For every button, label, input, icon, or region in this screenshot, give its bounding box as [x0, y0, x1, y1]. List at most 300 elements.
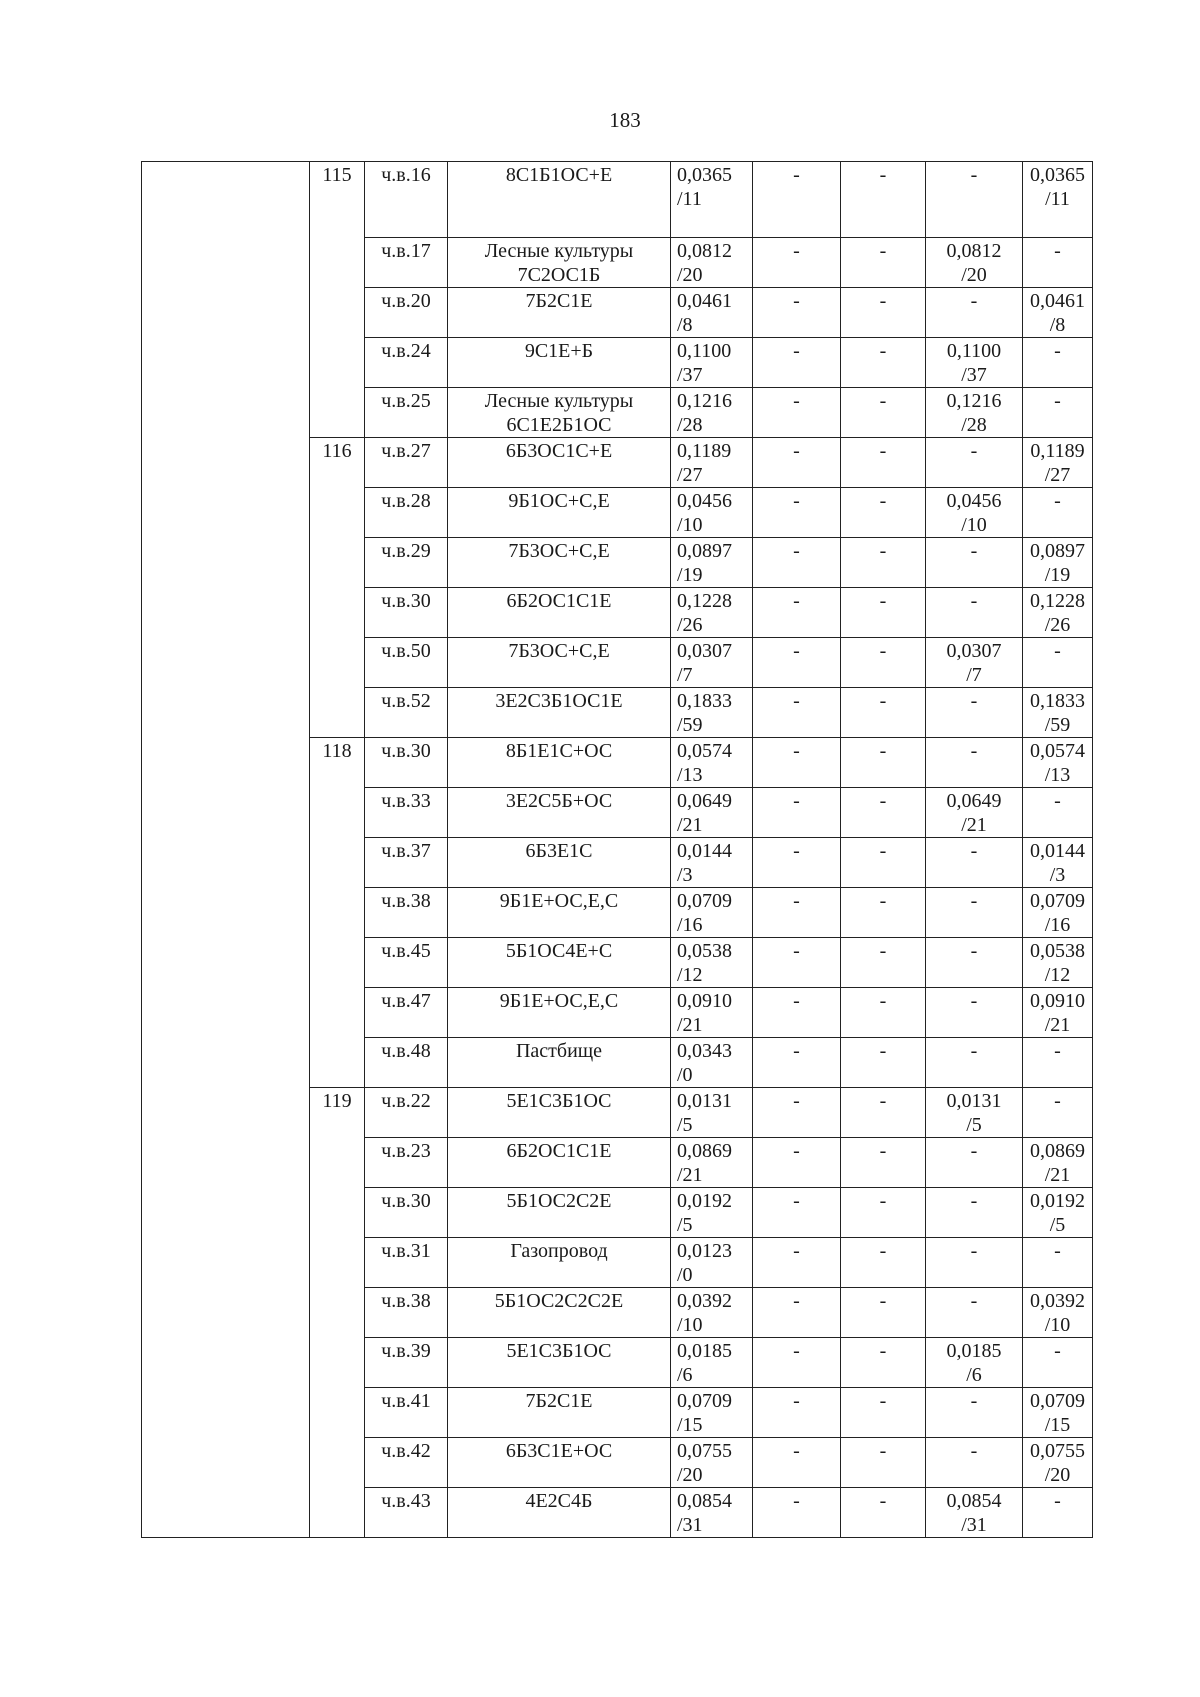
composition-cell: 7Б2С1Е — [448, 1388, 671, 1438]
composition-cell: 5Е1С3Б1ОС — [448, 1338, 671, 1388]
column-1-cell-dash: - — [793, 490, 800, 512]
column-1-cell — [753, 1188, 841, 1238]
total-area-cell — [671, 1338, 753, 1388]
column-4-cell-line: 0,0574 — [1030, 740, 1085, 762]
column-2-cell — [841, 338, 926, 388]
column-1-cell — [753, 288, 841, 338]
plot-id-cell: ч.в.41 — [365, 1388, 448, 1438]
plot-id-cell: ч.в.48 — [365, 1038, 448, 1088]
column-4-cell-dash: - — [1054, 1090, 1061, 1112]
column-2-cell — [841, 162, 926, 238]
composition-cell: 6Б3Е1С — [448, 838, 671, 888]
column-4-cell-line: 0,1228 — [1030, 590, 1085, 612]
column-1-cell-dash: - — [793, 164, 800, 186]
column-4-cell-line: 0,1833 — [1030, 690, 1085, 712]
column-4-cell-line: 0,0392 — [1030, 1290, 1085, 1312]
column-2-cell-dash: - — [879, 790, 887, 812]
column-2-cell — [841, 588, 926, 638]
plot-id-cell: ч.в.33 — [365, 788, 448, 838]
column-4-cell-line: /8 — [1049, 314, 1066, 336]
column-2-cell — [841, 1338, 926, 1388]
total-area-cell — [671, 838, 753, 888]
column-4-cell-line: 0,0709 — [1030, 1390, 1085, 1412]
plot-id-cell: ч.в.47 — [365, 988, 448, 1038]
column-4-cell — [1023, 538, 1093, 588]
column-3-cell-line: /5 — [966, 1114, 982, 1136]
column-1-cell — [753, 1488, 841, 1538]
column-3-cell — [926, 788, 1023, 838]
plot-id-cell: ч.в.38 — [365, 1288, 448, 1338]
quarter-number-cell: 116 — [310, 438, 365, 738]
column-4-cell-line: /15 — [1044, 1414, 1071, 1436]
column-1-cell-dash: - — [793, 1140, 800, 1162]
column-3-cell-dash: - — [970, 940, 978, 962]
plot-id-cell: ч.в.28 — [365, 488, 448, 538]
column-3-cell-dash: - — [970, 990, 978, 1012]
composition-cell: Пастбище — [448, 1038, 671, 1088]
column-3-cell — [926, 438, 1023, 488]
total-area-cell-line: 0,1216 — [677, 390, 732, 412]
column-4-cell — [1023, 1288, 1093, 1338]
composition-cell: 9Б1Е+ОС,Е,С — [448, 888, 671, 938]
total-area-cell-line: /28 — [677, 414, 703, 436]
table-body — [142, 162, 1093, 1538]
total-area-cell — [671, 938, 753, 988]
total-area-cell-line: 0,0854 — [677, 1490, 732, 1512]
column-2-cell — [841, 538, 926, 588]
column-3-cell-line: /31 — [961, 1514, 987, 1536]
total-area-cell — [671, 738, 753, 788]
column-1-cell-dash: - — [793, 690, 800, 712]
column-3-cell — [926, 738, 1023, 788]
column-2-cell — [841, 1038, 926, 1088]
total-area-cell-line: /15 — [677, 1414, 703, 1436]
total-area-cell-line: 0,0392 — [677, 1290, 732, 1312]
composition-cell: 8С1Б1ОС+Е — [448, 162, 671, 238]
column-3-cell-dash: - — [970, 1140, 978, 1162]
column-3-cell-line: /28 — [961, 414, 987, 436]
column-3-cell-dash: - — [970, 1240, 978, 1262]
column-4-cell-line: /13 — [1044, 764, 1071, 786]
total-area-cell-line: /5 — [677, 1114, 693, 1136]
column-1-cell — [753, 588, 841, 638]
column-2-cell-dash: - — [879, 340, 887, 362]
total-area-cell — [671, 388, 753, 438]
total-area-cell-line: 0,0812 — [677, 240, 732, 262]
column-1-cell — [753, 638, 841, 688]
plot-id-cell: ч.в.31 — [365, 1238, 448, 1288]
column-4-cell-line: 0,0910 — [1030, 990, 1085, 1012]
column-3-cell — [926, 888, 1023, 938]
total-area-cell-line: /20 — [677, 1464, 703, 1486]
column-2-cell — [841, 938, 926, 988]
composition-cell: Лесные культуры 7С2ОС1Б — [448, 238, 671, 288]
column-4-cell-line: /19 — [1044, 564, 1071, 586]
total-area-cell-line: /19 — [677, 564, 703, 586]
column-1-cell-dash: - — [793, 990, 800, 1012]
total-area-cell — [671, 538, 753, 588]
column-2-cell-dash: - — [879, 1090, 887, 1112]
column-4-cell-line: /59 — [1044, 714, 1071, 736]
column-4-cell — [1023, 938, 1093, 988]
column-2-cell-dash: - — [879, 590, 887, 612]
total-area-cell-line: 0,0649 — [677, 790, 732, 812]
total-area-cell-line: /37 — [677, 364, 703, 386]
column-4-cell-line: /20 — [1044, 1464, 1071, 1486]
column-2-cell-dash: - — [879, 540, 887, 562]
column-1-cell — [753, 488, 841, 538]
column-3-cell — [926, 1438, 1023, 1488]
column-1-cell — [753, 1288, 841, 1338]
column-3-cell-dash: - — [970, 890, 978, 912]
column-2-cell — [841, 688, 926, 738]
column-4-cell — [1023, 1188, 1093, 1238]
column-1-cell-dash: - — [793, 790, 800, 812]
column-2-cell-dash: - — [879, 690, 887, 712]
column-1-cell — [753, 238, 841, 288]
quarter-number-cell: 118 — [310, 738, 365, 1088]
column-2-cell-dash: - — [879, 390, 887, 412]
column-1-cell-dash: - — [793, 1440, 800, 1462]
composition-cell: 4Е2С4Б — [448, 1488, 671, 1538]
column-3-cell-line: /6 — [966, 1364, 982, 1386]
column-4-cell-line: /11 — [1045, 188, 1070, 210]
forest-plot-table — [141, 161, 1093, 1538]
column-3-cell-line: 0,1216 — [946, 390, 1002, 412]
column-3-cell — [926, 1138, 1023, 1188]
total-area-cell — [671, 988, 753, 1038]
column-4-cell-line: 0,0365 — [1030, 164, 1085, 186]
plot-id-cell: ч.в.50 — [365, 638, 448, 688]
column-4-cell-line: 0,0755 — [1030, 1440, 1085, 1462]
column-1-cell — [753, 788, 841, 838]
plot-id-cell: ч.в.52 — [365, 688, 448, 738]
page-number: 183 — [609, 108, 641, 132]
composition-cell: 6Б2ОС1С1Е — [448, 1138, 671, 1188]
column-1-cell — [753, 1038, 841, 1088]
plot-id-cell: ч.в.30 — [365, 588, 448, 638]
total-area-cell-line: /10 — [677, 514, 703, 536]
total-area-cell — [671, 488, 753, 538]
total-area-cell-line: 0,0755 — [677, 1440, 732, 1462]
column-1-cell-dash: - — [793, 1490, 800, 1512]
column-1-cell — [753, 388, 841, 438]
column-3-cell-line: 0,0131 — [946, 1090, 1002, 1112]
column-2-cell — [841, 888, 926, 938]
column-3-cell — [926, 638, 1023, 688]
column-1-cell-dash: - — [793, 540, 800, 562]
column-2-cell — [841, 488, 926, 538]
total-area-cell — [671, 338, 753, 388]
column-4-cell — [1023, 1338, 1093, 1388]
total-area-cell — [671, 1188, 753, 1238]
blank-left-column — [142, 162, 310, 1538]
column-3-cell-dash: - — [970, 1040, 978, 1062]
composition-cell: 5Б1ОС2С2С2Е — [448, 1288, 671, 1338]
plot-id-cell: ч.в.27 — [365, 438, 448, 488]
plot-id-cell: ч.в.39 — [365, 1338, 448, 1388]
total-area-cell-line: 0,0574 — [677, 740, 732, 762]
column-2-cell-dash: - — [879, 440, 887, 462]
composition-cell: 9С1Е+Б — [448, 338, 671, 388]
column-3-cell — [926, 538, 1023, 588]
total-area-cell-line: /21 — [677, 1164, 703, 1186]
column-2-cell-dash: - — [879, 240, 887, 262]
column-3-cell — [926, 1338, 1023, 1388]
column-4-cell — [1023, 888, 1093, 938]
column-2-cell — [841, 388, 926, 438]
column-1-cell — [753, 338, 841, 388]
composition-cell: 7Б3ОС+С,Е — [448, 538, 671, 588]
column-1-cell-dash: - — [793, 290, 800, 312]
total-area-cell-line: /31 — [677, 1514, 703, 1536]
column-3-cell-dash: - — [970, 1390, 978, 1412]
column-2-cell-dash: - — [879, 890, 887, 912]
column-2-cell — [841, 1138, 926, 1188]
column-1-cell-dash: - — [793, 840, 800, 862]
column-1-cell-dash: - — [793, 940, 800, 962]
column-3-cell — [926, 1488, 1023, 1538]
total-area-cell — [671, 688, 753, 738]
plot-id-cell: ч.в.38 — [365, 888, 448, 938]
column-1-cell-dash: - — [793, 740, 800, 762]
column-4-cell-line: 0,0538 — [1030, 940, 1085, 962]
column-4-cell — [1023, 688, 1093, 738]
total-area-cell-line: /11 — [677, 188, 702, 210]
column-1-cell-dash: - — [793, 590, 800, 612]
total-area-cell-line: 0,0192 — [677, 1190, 732, 1212]
plot-id-cell: ч.в.45 — [365, 938, 448, 988]
total-area-cell-line: /3 — [677, 864, 693, 886]
column-3-cell-dash: - — [970, 690, 978, 712]
column-1-cell — [753, 1238, 841, 1288]
column-4-cell-dash: - — [1054, 1340, 1061, 1362]
column-3-cell-line: /20 — [961, 264, 987, 286]
column-3-cell — [926, 838, 1023, 888]
column-3-cell-dash: - — [970, 840, 978, 862]
column-1-cell-dash: - — [793, 240, 800, 262]
composition-cell: Лесные культуры 6С1Е2Б1ОС — [448, 388, 671, 438]
column-4-cell — [1023, 162, 1093, 238]
total-area-cell-line: 0,0897 — [677, 540, 732, 562]
column-1-cell — [753, 538, 841, 588]
column-1-cell — [753, 1088, 841, 1138]
total-area-cell-line: /5 — [677, 1214, 693, 1236]
column-2-cell-dash: - — [879, 640, 887, 662]
column-3-cell — [926, 1388, 1023, 1438]
column-3-cell-dash: - — [970, 440, 978, 462]
total-area-cell — [671, 1288, 753, 1338]
column-3-cell-line: 0,0812 — [946, 240, 1002, 262]
column-4-cell — [1023, 1388, 1093, 1438]
column-2-cell-dash: - — [879, 1340, 887, 1362]
column-1-cell — [753, 1138, 841, 1188]
composition-cell: 6Б3ОС1С+Е — [448, 438, 671, 488]
total-area-cell — [671, 588, 753, 638]
total-area-cell — [671, 1488, 753, 1538]
column-4-cell-line: /16 — [1044, 914, 1071, 936]
column-4-cell-line: /26 — [1044, 614, 1071, 636]
column-4-cell-line: /5 — [1049, 1214, 1066, 1236]
total-area-cell — [671, 438, 753, 488]
column-1-cell-dash: - — [793, 1240, 800, 1262]
column-4-cell-line: 0,0144 — [1030, 840, 1085, 862]
total-area-cell — [671, 1388, 753, 1438]
column-3-cell-dash: - — [970, 1290, 978, 1312]
plot-id-cell: ч.в.42 — [365, 1438, 448, 1488]
column-1-cell-dash: - — [793, 890, 800, 912]
column-1-cell — [753, 1338, 841, 1388]
column-4-cell — [1023, 1088, 1093, 1138]
total-area-cell — [671, 788, 753, 838]
column-1-cell-dash: - — [793, 390, 800, 412]
total-area-cell-line: 0,0456 — [677, 490, 732, 512]
total-area-cell — [671, 888, 753, 938]
plot-id-cell: ч.в.25 — [365, 388, 448, 438]
plot-id-cell: ч.в.43 — [365, 1488, 448, 1538]
column-1-cell — [753, 438, 841, 488]
total-area-cell — [671, 288, 753, 338]
total-area-cell-line: 0,0538 — [677, 940, 732, 962]
column-3-cell — [926, 388, 1023, 438]
column-3-cell-line: 0,0854 — [946, 1490, 1002, 1512]
column-3-cell — [926, 588, 1023, 638]
column-3-cell — [926, 162, 1023, 238]
plot-id-cell: ч.в.23 — [365, 1138, 448, 1188]
composition-cell: Газопровод — [448, 1238, 671, 1288]
column-4-cell — [1023, 1138, 1093, 1188]
column-3-cell — [926, 688, 1023, 738]
composition-cell: 9Б1ОС+С,Е — [448, 488, 671, 538]
column-4-cell-dash: - — [1054, 1040, 1061, 1062]
total-area-cell-line: 0,0123 — [677, 1240, 732, 1262]
column-4-cell-dash: - — [1054, 790, 1061, 812]
column-2-cell-dash: - — [879, 1240, 887, 1262]
total-area-cell — [671, 1438, 753, 1488]
column-2-cell-dash: - — [879, 1440, 887, 1462]
plot-id-cell: ч.в.20 — [365, 288, 448, 338]
column-2-cell — [841, 1438, 926, 1488]
total-area-cell-line: /21 — [677, 1014, 703, 1036]
column-4-cell — [1023, 338, 1093, 388]
total-area-cell — [671, 162, 753, 238]
column-3-cell-dash: - — [970, 740, 978, 762]
column-1-cell — [753, 738, 841, 788]
column-1-cell — [753, 162, 841, 238]
composition-cell: 7Б3ОС+С,Е — [448, 638, 671, 688]
total-area-cell-line: /21 — [677, 814, 703, 836]
column-1-cell-dash: - — [793, 440, 800, 462]
column-3-cell-line: 0,0649 — [946, 790, 1002, 812]
column-4-cell — [1023, 1438, 1093, 1488]
composition-cell: 5Б1ОС2С2Е — [448, 1188, 671, 1238]
total-area-cell-line: /0 — [677, 1064, 693, 1086]
column-1-cell-dash: - — [793, 1090, 800, 1112]
column-3-cell — [926, 338, 1023, 388]
column-4-cell — [1023, 988, 1093, 1038]
column-1-cell-dash: - — [793, 1390, 800, 1412]
plot-id-cell: ч.в.30 — [365, 738, 448, 788]
total-area-cell — [671, 238, 753, 288]
column-2-cell-dash: - — [879, 740, 887, 762]
column-2-cell-dash: - — [879, 1490, 887, 1512]
column-4-cell-line: 0,0897 — [1030, 540, 1085, 562]
column-3-cell — [926, 1088, 1023, 1138]
column-4-cell-dash: - — [1054, 240, 1061, 262]
total-area-cell-line: /6 — [677, 1364, 693, 1386]
column-1-cell — [753, 888, 841, 938]
total-area-cell-line: /59 — [677, 714, 703, 736]
column-2-cell — [841, 738, 926, 788]
total-area-cell-line: 0,0144 — [677, 840, 732, 862]
column-4-cell-line: 0,0461 — [1030, 290, 1085, 312]
column-3-cell-dash: - — [970, 1190, 978, 1212]
column-3-cell-line: 0,1100 — [946, 340, 1002, 362]
column-2-cell — [841, 1488, 926, 1538]
total-area-cell — [671, 1038, 753, 1088]
plot-id-cell: ч.в.37 — [365, 838, 448, 888]
column-2-cell-dash: - — [879, 164, 887, 186]
total-area-cell-line: 0,1100 — [677, 340, 732, 362]
column-1-cell — [753, 938, 841, 988]
column-4-cell — [1023, 1038, 1093, 1088]
total-area-cell-line: 0,0131 — [677, 1090, 732, 1112]
column-2-cell-dash: - — [879, 1140, 887, 1162]
composition-cell: 5Е1С3Б1ОС — [448, 1088, 671, 1138]
composition-cell: 6Б2ОС1С1Е — [448, 588, 671, 638]
column-4-cell-dash: - — [1054, 1490, 1061, 1512]
column-3-cell — [926, 1038, 1023, 1088]
column-3-cell-dash: - — [970, 540, 978, 562]
column-3-cell-line: 0,0456 — [946, 490, 1002, 512]
total-area-cell-line: /10 — [677, 1314, 703, 1336]
column-1-cell — [753, 988, 841, 1038]
total-area-cell-line: 0,0461 — [677, 290, 732, 312]
total-area-cell-line: 0,0185 — [677, 1340, 732, 1362]
column-4-cell-line: 0,0869 — [1030, 1140, 1085, 1162]
column-2-cell-dash: - — [879, 940, 887, 962]
column-4-cell — [1023, 1488, 1093, 1538]
column-4-cell-line: /21 — [1044, 1014, 1071, 1036]
column-3-cell-dash: - — [970, 590, 978, 612]
column-2-cell — [841, 438, 926, 488]
total-area-cell-line: /27 — [677, 464, 703, 486]
total-area-cell-line: 0,0709 — [677, 1390, 732, 1412]
column-4-cell-line: 0,1189 — [1030, 440, 1085, 462]
composition-cell: 8Б1Е1С+ОС — [448, 738, 671, 788]
total-area-cell-line: /7 — [677, 664, 693, 686]
column-4-cell — [1023, 738, 1093, 788]
column-1-cell-dash: - — [793, 1040, 800, 1062]
column-3-cell-line: /7 — [966, 664, 982, 686]
column-4-cell-line: /3 — [1049, 864, 1066, 886]
column-4-cell-dash: - — [1054, 390, 1061, 412]
column-4-cell-line: 0,0709 — [1030, 890, 1085, 912]
total-area-cell-line: /26 — [677, 614, 703, 636]
total-area-cell-line: /0 — [677, 1264, 693, 1286]
column-3-cell — [926, 488, 1023, 538]
column-1-cell-dash: - — [793, 340, 800, 362]
column-1-cell-dash: - — [793, 1290, 800, 1312]
column-2-cell — [841, 1288, 926, 1338]
total-area-cell-line: /13 — [677, 764, 703, 786]
column-2-cell-dash: - — [879, 990, 887, 1012]
column-1-cell — [753, 688, 841, 738]
column-2-cell — [841, 988, 926, 1038]
column-2-cell-dash: - — [879, 1190, 887, 1212]
column-2-cell — [841, 838, 926, 888]
column-2-cell-dash: - — [879, 1390, 887, 1412]
